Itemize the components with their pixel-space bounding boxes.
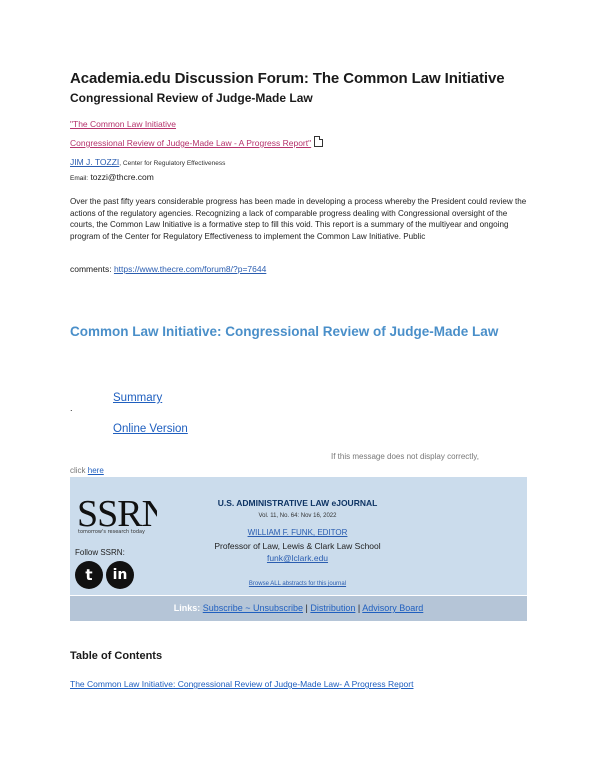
links-label: Links: — [173, 603, 201, 613]
paper-link[interactable] — [70, 119, 323, 151]
separator: | — [355, 603, 363, 613]
document-subtitle: Congressional Review of Judge-Made Law — [70, 91, 313, 105]
ssrn-tagline: tomorrow's research today — [78, 529, 146, 535]
journal-title: U.S. ADMINISTRATIVE LAW eJOURNAL — [217, 498, 378, 508]
document-icon — [314, 136, 323, 147]
paper-link-line2[interactable]: Congressional Review of Judge-Made Law - A Progress Report" — [70, 138, 312, 148]
author-email: tozzi@thcre.com — [90, 172, 154, 182]
advisory-board-link[interactable]: Advisory Board — [362, 603, 424, 613]
twitter-icon[interactable]: t — [75, 561, 103, 589]
click-here-link[interactable]: here — [87, 466, 104, 475]
follow-ssrn-label: Follow SSRN: — [75, 548, 125, 557]
browse-abstracts-link[interactable]: Browse ALL abstracts for this journal — [248, 581, 347, 587]
display-notice: If this message does not display correctly, — [331, 452, 479, 461]
comments-label: comments: — [70, 264, 112, 274]
abstract-text: Over the past fifty years considerable progress has been made in developing a process whereby the President could review the actions of the regulatory agencies. Recognizing a lack of comparable progress dealing with Congressional oversight of the courts, the Common Law Initiative is a formative step to fill this void. This report is a summary of the multiyear and ongoing program of the Center for Regulatory Effectiveness to implement the Common Law Initiative. Public — [70, 197, 527, 241]
separator: | — [303, 603, 311, 613]
author-line — [70, 157, 225, 167]
summary-link[interactable]: Summary — [113, 392, 163, 404]
linkedin-icon[interactable]: in — [106, 561, 134, 589]
author-affiliation: , Center for Regulatory Effectiveness — [119, 160, 226, 167]
journal-editor-link[interactable]: WILLIAM F. FUNK, EDITOR — [247, 528, 348, 537]
email-label: Email: — [70, 175, 89, 182]
online-version-link[interactable]: Online Version — [113, 423, 188, 435]
links-bar — [70, 596, 527, 621]
comments-url-link[interactable]: https://www.thecre.com/forum8/?p=7644 — [113, 264, 267, 274]
ssrn-logo-text: SSRN — [77, 493, 157, 535]
section-heading: Common Law Initiative: Congressional Review of Judge-Made Law — [70, 324, 499, 339]
public-comments — [70, 264, 266, 274]
subscribe-link[interactable]: Subscribe ~ Unsubscribe — [202, 603, 304, 613]
bullet-dot: . — [70, 403, 73, 413]
document-title: Academia.edu Discussion Forum: The Common Law Initiative — [70, 70, 505, 87]
click-here-line — [70, 466, 104, 475]
click-text: click — [70, 466, 88, 475]
author-name-link[interactable]: JIM J. TOZZI — [70, 157, 120, 167]
toc-heading: Table of Contents — [70, 650, 163, 662]
author-email-line — [70, 172, 154, 182]
editor-title: Professor of Law, Lewis & Clark Law School — [214, 541, 381, 551]
toc-item-link[interactable]: The Common Law Initiative: Congressional Review of Judge-Made Law- A Progress Report — [70, 679, 414, 689]
journal-volume: Vol. 11, No. 64: Nov 16, 2022 — [258, 513, 337, 519]
paper-link-line1[interactable]: "The Common Law Initiative — [70, 119, 177, 129]
ssrn-logo[interactable] — [77, 493, 157, 535]
distribution-link[interactable]: Distribution — [310, 603, 356, 613]
editor-email-link[interactable]: funk@lclark.edu — [266, 553, 329, 563]
